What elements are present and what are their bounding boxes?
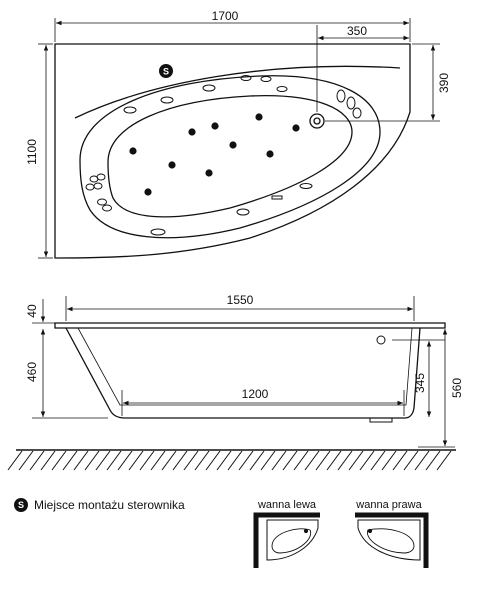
dim-40-label: 40 — [25, 304, 39, 318]
dim-345-label: 345 — [413, 372, 427, 394]
hatch-stroke — [52, 451, 66, 470]
hatch-stroke — [162, 451, 176, 470]
dim-1550-label: 1550 — [226, 293, 254, 307]
legend — [14, 498, 185, 512]
hatch-stroke — [140, 451, 154, 470]
hatch-stroke — [404, 451, 418, 470]
variant-right-label: wanna prawa — [356, 499, 422, 511]
dim-390-label: 390 — [437, 72, 451, 94]
hatch-stroke — [305, 451, 319, 470]
hatch-stroke — [426, 451, 440, 470]
hatch-stroke — [283, 451, 297, 470]
hatch-stroke — [96, 451, 110, 470]
hatch-stroke — [173, 451, 187, 470]
dim-1100-label: 1100 — [25, 139, 39, 165]
hatch-stroke — [272, 451, 286, 470]
ground-hatch — [8, 450, 456, 470]
hatch-stroke — [437, 451, 451, 470]
controller-mark-text: S — [162, 66, 170, 77]
hatch-stroke — [316, 451, 330, 470]
hatch-stroke — [415, 451, 429, 470]
dim-1200-label: 1200 — [241, 387, 269, 401]
hatch-stroke — [74, 451, 88, 470]
variant-right-diagram — [355, 515, 426, 568]
dim-350-label: 350 — [346, 24, 368, 38]
tub-rim-side — [55, 323, 445, 328]
controller-badge-icon: S — [14, 498, 28, 512]
hatch-stroke — [261, 451, 275, 470]
hatch-stroke — [228, 451, 242, 470]
variant-left-label: wanna lewa — [257, 499, 317, 511]
hatch-stroke — [19, 451, 33, 470]
hatch-stroke — [294, 451, 308, 470]
hatch-stroke — [41, 451, 55, 470]
top-view — [55, 44, 410, 258]
hatch-stroke — [371, 451, 385, 470]
dim-560-label: 560 — [450, 377, 464, 399]
side-view — [55, 323, 445, 422]
hatch-stroke — [393, 451, 407, 470]
hatch-stroke — [107, 451, 121, 470]
hatch-stroke — [85, 451, 99, 470]
hatch-stroke — [195, 451, 209, 470]
hatch-stroke — [129, 451, 143, 470]
variant-left-diagram — [256, 515, 320, 568]
legend-text: Miejsce montażu sterownika — [34, 498, 185, 512]
basin-outer — [80, 76, 380, 238]
hatch-stroke — [206, 451, 220, 470]
hatch-stroke — [184, 451, 198, 470]
hatch-stroke — [217, 451, 231, 470]
hatch-stroke — [349, 451, 363, 470]
hatch-stroke — [382, 451, 396, 470]
hatch-stroke — [250, 451, 264, 470]
drain-side — [377, 336, 385, 344]
hatch-stroke — [338, 451, 352, 470]
hatch-stroke — [239, 451, 253, 470]
dim-1700-label: 1700 — [211, 9, 239, 23]
hatch-stroke — [360, 451, 374, 470]
hatch-stroke — [118, 451, 132, 470]
tub-body-side — [66, 328, 420, 418]
hatch-stroke — [327, 451, 341, 470]
drain-top — [310, 114, 324, 128]
hatch-stroke — [151, 451, 165, 470]
dim-460-label: 460 — [25, 361, 39, 383]
jets-top — [129, 113, 299, 195]
hatch-stroke — [30, 451, 44, 470]
hatch-stroke — [63, 451, 77, 470]
hatch-stroke — [8, 451, 22, 470]
